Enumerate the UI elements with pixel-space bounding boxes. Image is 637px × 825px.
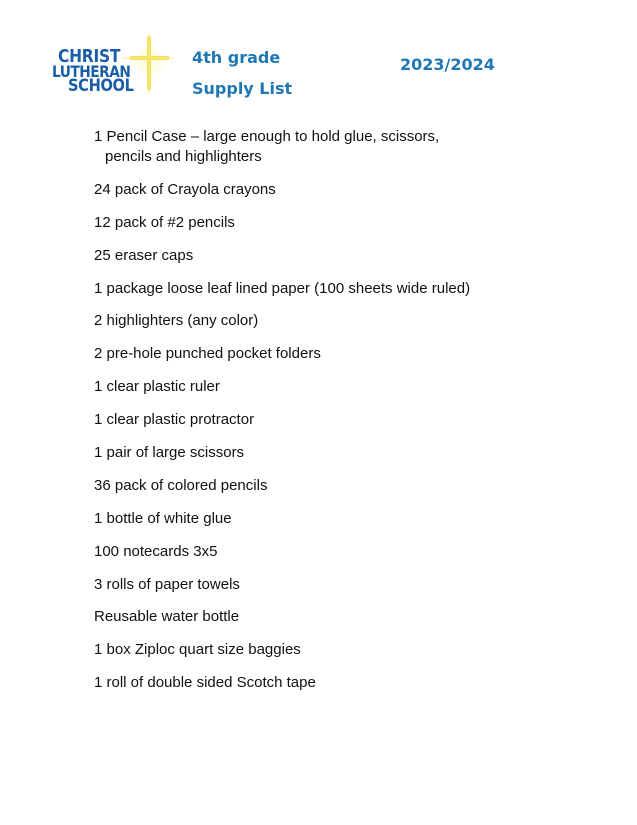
- logo-text-lutheran: LUTHERAN: [52, 62, 131, 81]
- supply-item-text: 1 Pencil Case – large enough to hold glue, scissors,: [94, 128, 440, 145]
- supply-item: 1 clear plastic ruler: [94, 378, 220, 396]
- supply-item: 1 clear plastic protractor: [94, 411, 255, 429]
- school-logo: [50, 34, 175, 104]
- supply-item: 2 pre-hole punched pocket folders: [94, 345, 321, 363]
- supply-item: Reusable water bottle: [94, 608, 240, 626]
- supply-item-text-continued: pencils and highlighters: [105, 148, 262, 165]
- supply-item: 2 highlighters (any color): [94, 312, 259, 330]
- supply-item: 1 pair of large scissors: [94, 444, 245, 462]
- supply-item: 1 bottle of white glue: [94, 509, 232, 527]
- grade-heading: 4th grade: [192, 48, 281, 67]
- supply-item: 1 package loose leaf lined paper (100 sheets wide ruled): [94, 279, 471, 297]
- supply-item: 3 rolls of paper towels: [94, 575, 240, 593]
- supply-item: 25 eraser caps: [94, 246, 194, 264]
- supply-item: 24 pack of Crayola crayons: [94, 180, 276, 198]
- supply-item: 36 pack of colored pencils: [94, 476, 268, 494]
- supply-item: 1 roll of double sided Scotch tape: [94, 674, 316, 692]
- logo-text-school: SCHOOL: [68, 76, 134, 96]
- supply-item: [94, 127, 594, 167]
- supply-item: 100 notecards 3x5: [94, 542, 218, 560]
- school-year: 2023/2024: [400, 55, 495, 74]
- supply-item: 1 box Ziploc quart size baggies: [94, 641, 301, 659]
- supply-item: 12 pack of #2 pencils: [94, 213, 235, 231]
- logo-text-christ: CHRIST: [58, 46, 121, 67]
- supply-list: [94, 127, 594, 706]
- supply-list-title: Supply List: [192, 79, 293, 98]
